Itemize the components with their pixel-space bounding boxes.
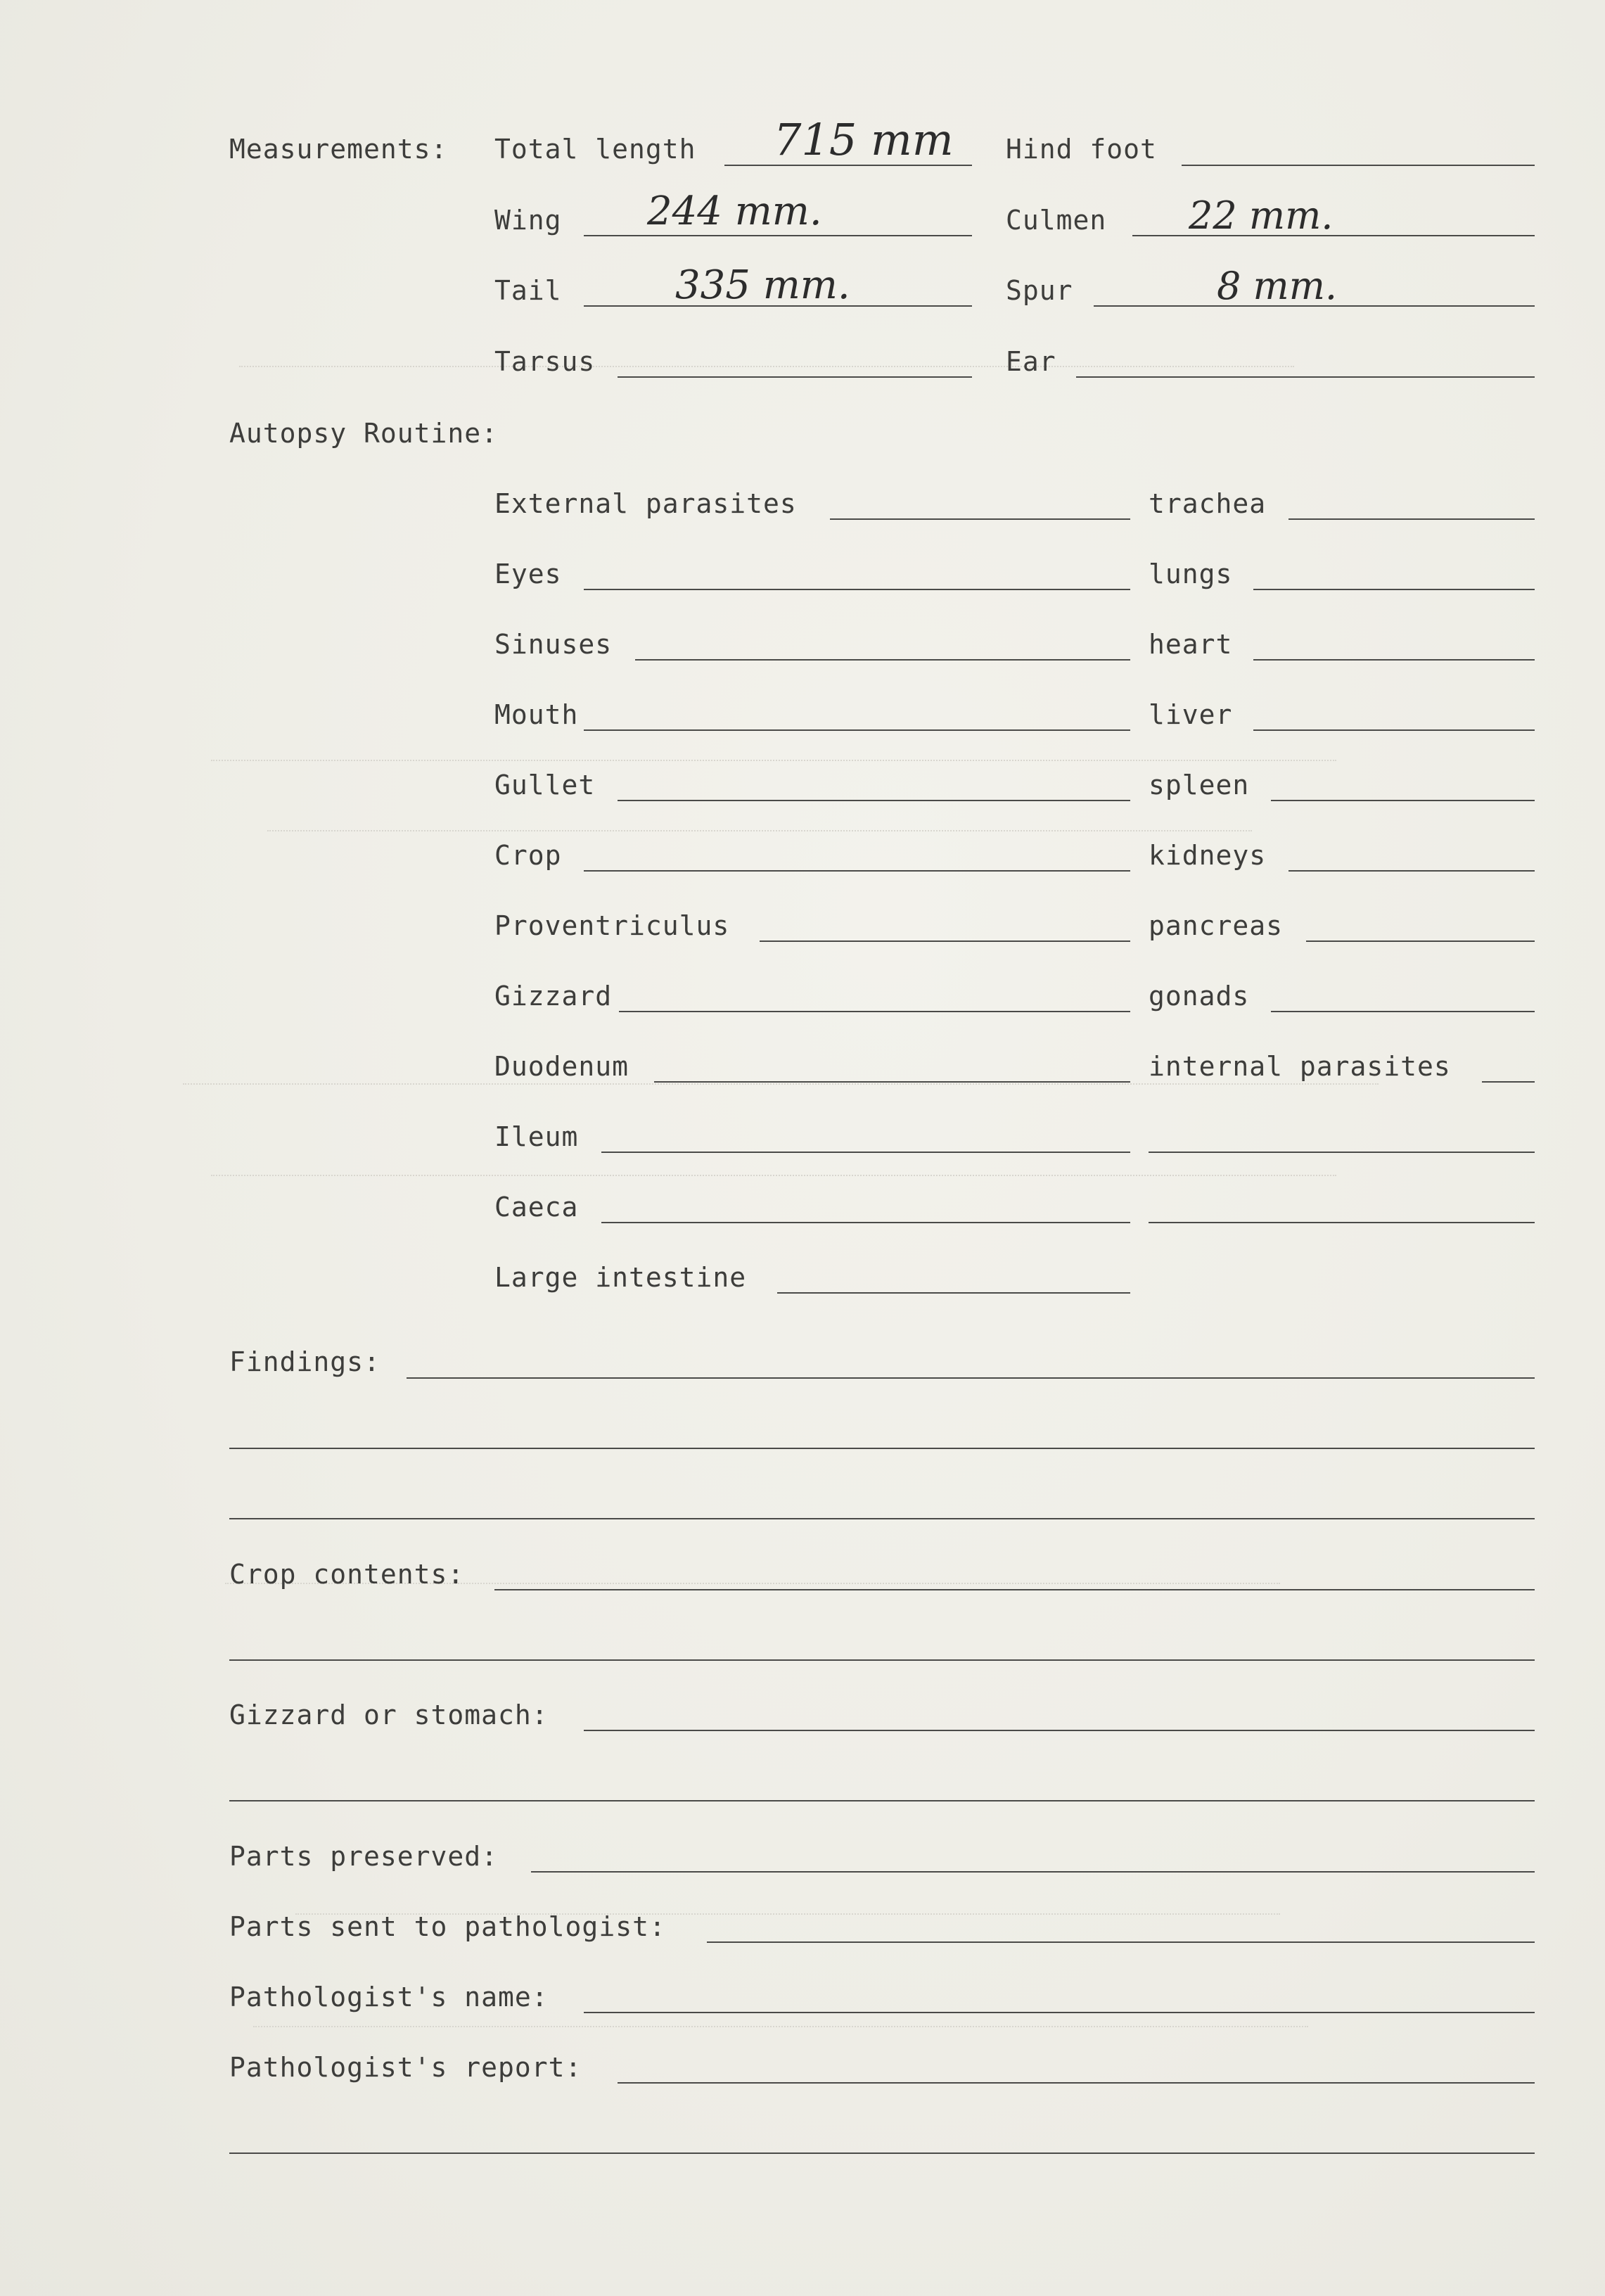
extra-right-field-2[interactable]: [1149, 1222, 1535, 1223]
wing-value: 244 mm.: [647, 189, 822, 234]
trachea-field[interactable]: [1289, 518, 1535, 520]
kidneys-field[interactable]: [1289, 870, 1535, 872]
tail-label: Tail: [494, 275, 562, 306]
crop-contents-label: Crop contents:: [229, 1559, 465, 1590]
pathologist-report-field[interactable]: [618, 2082, 1535, 2084]
pancreas-field[interactable]: [1306, 940, 1535, 942]
duodenum-label: Duodenum: [494, 1051, 629, 1082]
pathologist-name-field[interactable]: [584, 2012, 1535, 2013]
gonads-label: gonads: [1149, 981, 1250, 1012]
ear-field[interactable]: [1076, 376, 1535, 378]
tarsus-field[interactable]: [618, 376, 972, 378]
caeca-field[interactable]: [601, 1222, 1130, 1223]
tarsus-label: Tarsus: [494, 346, 596, 377]
findings-field[interactable]: [407, 1377, 1535, 1379]
caeca-label: Caeca: [494, 1192, 579, 1223]
hind-foot-field[interactable]: [1182, 165, 1535, 166]
measurements-heading: Measurements:: [229, 134, 448, 165]
total-length-label: Total length: [494, 134, 696, 165]
eyes-field[interactable]: [584, 589, 1130, 590]
liver-label: liver: [1149, 699, 1233, 730]
lungs-field[interactable]: [1253, 589, 1535, 590]
external-parasites-field[interactable]: [830, 518, 1130, 520]
spleen-label: spleen: [1149, 770, 1250, 801]
spur-value: 8 mm.: [1217, 264, 1338, 308]
total-length-value: 715 mm: [774, 114, 954, 165]
ileum-field[interactable]: [601, 1152, 1130, 1153]
spur-label: Spur: [1006, 275, 1073, 306]
heart-label: heart: [1149, 629, 1233, 660]
extra-right-field-1[interactable]: [1149, 1152, 1535, 1153]
ear-label: Ear: [1006, 346, 1056, 377]
large-intestine-label: Large intestine: [494, 1262, 747, 1293]
gullet-field[interactable]: [618, 800, 1130, 801]
gizzard-stomach-field[interactable]: [584, 1730, 1535, 1731]
crop-contents-field-line-2[interactable]: [229, 1659, 1535, 1661]
gizzard-field[interactable]: [619, 1011, 1130, 1012]
crop-contents-field[interactable]: [494, 1589, 1535, 1590]
findings-label: Findings:: [229, 1346, 381, 1377]
tail-value: 335 mm.: [675, 262, 850, 308]
hind-foot-label: Hind foot: [1006, 134, 1157, 165]
wing-field[interactable]: [584, 235, 972, 236]
crop-field[interactable]: [584, 870, 1130, 872]
liver-field[interactable]: [1253, 729, 1535, 731]
duodenum-field[interactable]: [654, 1081, 1130, 1083]
culmen-label: Culmen: [1006, 205, 1107, 236]
proventriculus-label: Proventriculus: [494, 910, 730, 941]
parts-preserved-field[interactable]: [531, 1871, 1535, 1873]
findings-field-line-3[interactable]: [229, 1518, 1535, 1519]
pancreas-label: pancreas: [1149, 910, 1284, 941]
external-parasites-label: External parasites: [494, 488, 797, 519]
internal-parasites-label: internal parasites: [1149, 1051, 1451, 1082]
internal-parasites-field[interactable]: [1482, 1081, 1535, 1083]
culmen-value: 22 mm.: [1189, 193, 1334, 238]
findings-field-line-2[interactable]: [229, 1448, 1535, 1449]
crop-label: Crop: [494, 840, 562, 871]
sinuses-label: Sinuses: [494, 629, 613, 660]
wing-label: Wing: [494, 205, 562, 236]
gullet-label: Gullet: [494, 770, 596, 801]
parts-sent-field[interactable]: [707, 1941, 1535, 1943]
eyes-label: Eyes: [494, 559, 562, 589]
parts-preserved-label: Parts preserved:: [229, 1841, 499, 1872]
spleen-field[interactable]: [1271, 800, 1535, 801]
pathologist-report-field-line-2[interactable]: [229, 2152, 1535, 2154]
large-intestine-field[interactable]: [777, 1292, 1130, 1294]
sinuses-field[interactable]: [635, 659, 1130, 661]
autopsy-heading: Autopsy Routine:: [229, 418, 499, 449]
heart-field[interactable]: [1253, 659, 1535, 661]
gizzard-label: Gizzard: [494, 981, 613, 1012]
trachea-label: trachea: [1149, 488, 1267, 519]
mouth-label: Mouth: [494, 699, 579, 730]
proventriculus-field[interactable]: [760, 940, 1130, 942]
gonads-field[interactable]: [1271, 1011, 1535, 1012]
kidneys-label: kidneys: [1149, 840, 1267, 871]
parts-sent-label: Parts sent to pathologist:: [229, 1911, 666, 1942]
pathologist-report-label: Pathologist's report:: [229, 2052, 582, 2083]
pathologist-name-label: Pathologist's name:: [229, 1982, 549, 2013]
gizzard-stomach-label: Gizzard or stomach:: [229, 1699, 549, 1730]
ileum-label: Ileum: [494, 1121, 579, 1152]
lungs-label: lungs: [1149, 559, 1233, 589]
gizzard-stomach-field-line-2[interactable]: [229, 1800, 1535, 1801]
mouth-field[interactable]: [584, 729, 1130, 731]
